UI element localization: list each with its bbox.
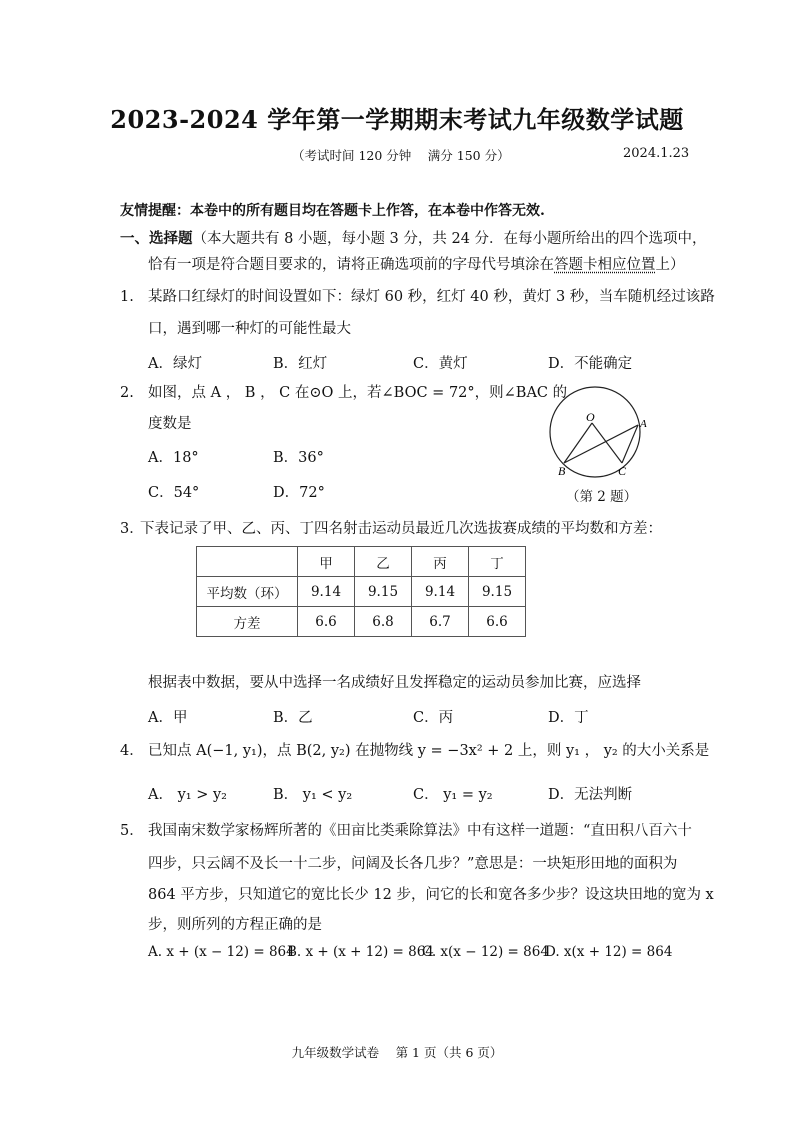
- table-header-cell: 丙: [412, 547, 469, 577]
- label-b: B: [558, 464, 566, 478]
- section-label: 一、选择题: [120, 230, 193, 247]
- exam-title: 2023-2024 学年第一学期期末考试九年级数学试题: [110, 105, 684, 134]
- q1-option-d: D．不能确定: [548, 356, 633, 372]
- table-header-cell: [197, 547, 298, 577]
- question-5-line-2: 四步，只云阔不及长一十二步，问阔及长各几步？”意思是：一块矩形田地的面积为: [148, 856, 678, 872]
- table-cell: 9.14: [298, 577, 355, 607]
- q5-option-d: D. x(x + 12) = 864: [545, 944, 673, 960]
- label-c: C: [618, 464, 627, 478]
- q4-option-a: A． y₁ > y₂: [148, 787, 227, 803]
- question-3-number: 3．: [120, 521, 144, 537]
- question-2-line-2: 度数是: [148, 416, 192, 432]
- table-cell: 9.15: [355, 577, 412, 607]
- section-instructions-1: （本大题共有 8 小题，每小题 3 分，共 24 分．在每小题所给出的四个选项中，: [192, 231, 707, 247]
- exam-date: 2024.1.23: [623, 146, 690, 161]
- table-cell: 平均数（环）: [197, 577, 298, 607]
- segment-ba: [564, 425, 638, 463]
- table-cell: 9.15: [469, 577, 526, 607]
- score-table: [196, 546, 526, 637]
- page-footer: 九年级数学试卷 第 1 页（共 6 页）: [291, 1045, 503, 1060]
- circle-figure: [540, 385, 655, 480]
- question-5-number: 5．: [120, 823, 144, 839]
- table-header-cell: 乙: [355, 547, 412, 577]
- q3-option-d: D．丁: [548, 710, 589, 726]
- q2-option-b: B．36°: [273, 450, 324, 466]
- table-row: [197, 607, 526, 637]
- q2-option-c: C．54°: [148, 485, 200, 501]
- q5-option-b: B. x + (x + 12) = 864: [287, 944, 434, 960]
- label-o: O: [586, 410, 595, 424]
- table-cell: 6.8: [355, 607, 412, 637]
- table-cell: 6.6: [469, 607, 526, 637]
- question-4-text: 已知点 A(−1, y₁)，点 B(2, y₂) 在抛物线 y = −3x² + 2 上，则 y₁ ， y₂ 的大小关系是: [148, 743, 710, 759]
- question-5-line-3: 864 平方步，只知道它的宽比长少 12 步，问它的长和宽各多少步？设这块田地的宽为 x: [148, 887, 714, 903]
- question-5-line-4: 步，则所列的方程正确的是: [148, 917, 322, 933]
- table-cell: 方差: [197, 607, 298, 637]
- q5-option-a: A. x + (x − 12) = 864: [148, 944, 295, 960]
- section-instructions-2: 恰有一项是符合题目要求的，请将正确选项前的字母代号填涂在答题卡相应位置上）: [148, 257, 685, 273]
- exam-info: （考试时间 120 分钟 满分 150 分）: [292, 148, 510, 163]
- segment-ob: [564, 423, 592, 463]
- q4-option-c: C． y₁ = y₂: [413, 787, 493, 803]
- q5-option-c: C. x(x − 12) = 864: [422, 944, 549, 960]
- question-2-line-1: 如图，点 A ， B ， C 在⊙O 上，若∠BOC = 72°，则∠BAC 的: [148, 385, 568, 401]
- q3-option-a: A．甲: [148, 710, 188, 726]
- label-a: A: [640, 418, 647, 430]
- q4-option-b: B． y₁ < y₂: [273, 787, 353, 803]
- question-1-line-2: 口，遇到哪一种灯的可能性最大: [148, 321, 351, 337]
- question-1-number: 1.: [120, 289, 134, 305]
- segment-ac: [622, 425, 638, 463]
- answer-sheet-position: 答题卡相应位置: [554, 257, 656, 273]
- question-1-line-1: 某路口红绿灯的时间设置如下：绿灯 60 秒，红灯 40 秒，黄灯 3 秒，当车随机经过该路: [148, 289, 715, 305]
- question-5-line-1: 我国南宋数学家杨辉所著的《田亩比类乘除算法》中有这样一道题：“直田积八百六十: [148, 823, 692, 839]
- question-4-number: 4．: [120, 743, 144, 759]
- question-3-text: 根据表中数据，要从中选择一名成绩好且发挥稳定的运动员参加比赛，应选择: [148, 675, 641, 691]
- q4-option-d: D．无法判断: [548, 787, 633, 803]
- table-cell: 6.6: [298, 607, 355, 637]
- q3-option-b: B．乙: [273, 710, 313, 726]
- q2-option-d: D．72°: [273, 485, 325, 501]
- table-cell: 9.14: [412, 577, 469, 607]
- section-heading: [120, 228, 707, 250]
- q3-option-c: C．丙: [413, 710, 454, 726]
- q1-option-a: A．绿灯: [148, 356, 202, 372]
- q2-option-a: A．18°: [148, 450, 199, 466]
- table-cell: 6.7: [412, 607, 469, 637]
- segment-oc: [592, 423, 622, 463]
- table-row: [197, 577, 526, 607]
- table-header-row: [197, 547, 526, 577]
- table-header-cell: 丁: [469, 547, 526, 577]
- q1-option-c: C．黄灯: [413, 356, 468, 372]
- question-3-intro: 下表记录了甲、乙、丙、丁四名射击运动员最近几次选拔赛成绩的平均数和方差：: [140, 521, 662, 537]
- reminder-note: 友情提醒：本卷中的所有题目均在答题卡上作答，在本卷中作答无效.: [120, 203, 545, 219]
- q1-option-b: B．红灯: [273, 356, 328, 372]
- question-2-number: 2.: [120, 385, 134, 401]
- figure-caption: （第 2 题）: [566, 489, 638, 505]
- table-header-cell: 甲: [298, 547, 355, 577]
